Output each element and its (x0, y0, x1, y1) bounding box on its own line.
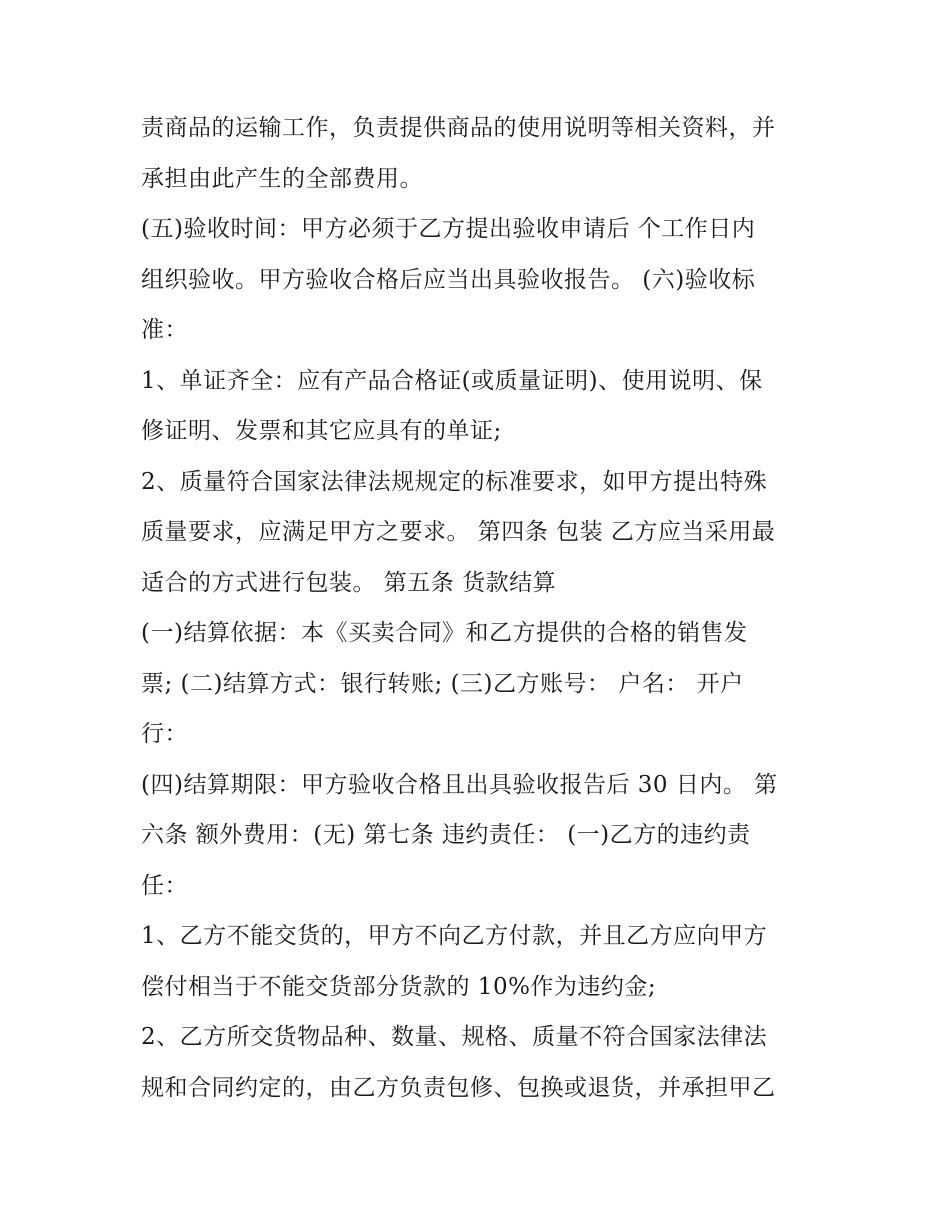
text-line: 规和合同约定的，由乙方负责包修、包换或退货，并承担甲乙 (141, 1074, 776, 1101)
text-line: 票; (二)结算方式：银行转账; (三)乙方账号： 户名： 开户 (141, 670, 744, 697)
text-line: 适合的方式进行包装。 第五条 货款结算 (141, 569, 557, 596)
text-line: 组织验收。甲方验收合格后应当出具验收报告。 (六)验收标 (141, 266, 756, 293)
text-line: (四)结算期限：甲方验收合格且出具验收报告后 30 日内。 第 (141, 771, 778, 798)
text-line: 修证明、发票和其它应具有的单证; (141, 418, 502, 444)
text-line: 偿付相当于不能交货部分货款的 10%作为违约金; (141, 973, 657, 1000)
text-line: 2、质量符合国家法律法规规定的标准要求，如甲方提出特殊 (141, 468, 768, 495)
text-line: 2、乙方所交货物品种、数量、规格、质量不符合国家法律法 (141, 1024, 768, 1050)
text-line: 六条 额外费用：(无) 第七条 违约责任： (一)乙方的违约责 (141, 822, 751, 848)
text-line: (五)验收时间：甲方必须于乙方提出验收申请后 个工作日内 (141, 216, 756, 242)
text-line: (一)结算依据：本《买卖合同》和乙方提供的合格的销售发 (141, 620, 748, 646)
text-line: 1、单证齐全：应有产品合格证(或质量证明)、使用说明、保 (141, 367, 763, 394)
text-line: 任： (141, 872, 188, 899)
text-line: 质量要求，应满足甲方之要求。 第四条 包装 乙方应当采用最 (141, 519, 776, 545)
text-line: 准： (141, 317, 188, 343)
text-line: 1、乙方不能交货的，甲方不向乙方付款，并且乙方应向甲方 (141, 923, 768, 949)
text-line: 承担由此产生的全部费用。 (141, 165, 423, 192)
text-line: 行： (141, 721, 188, 747)
contract-body-text (141, 103, 841, 1113)
text-line: 责商品的运输工作，负责提供商品的使用说明等相关资料，并 (141, 115, 776, 141)
